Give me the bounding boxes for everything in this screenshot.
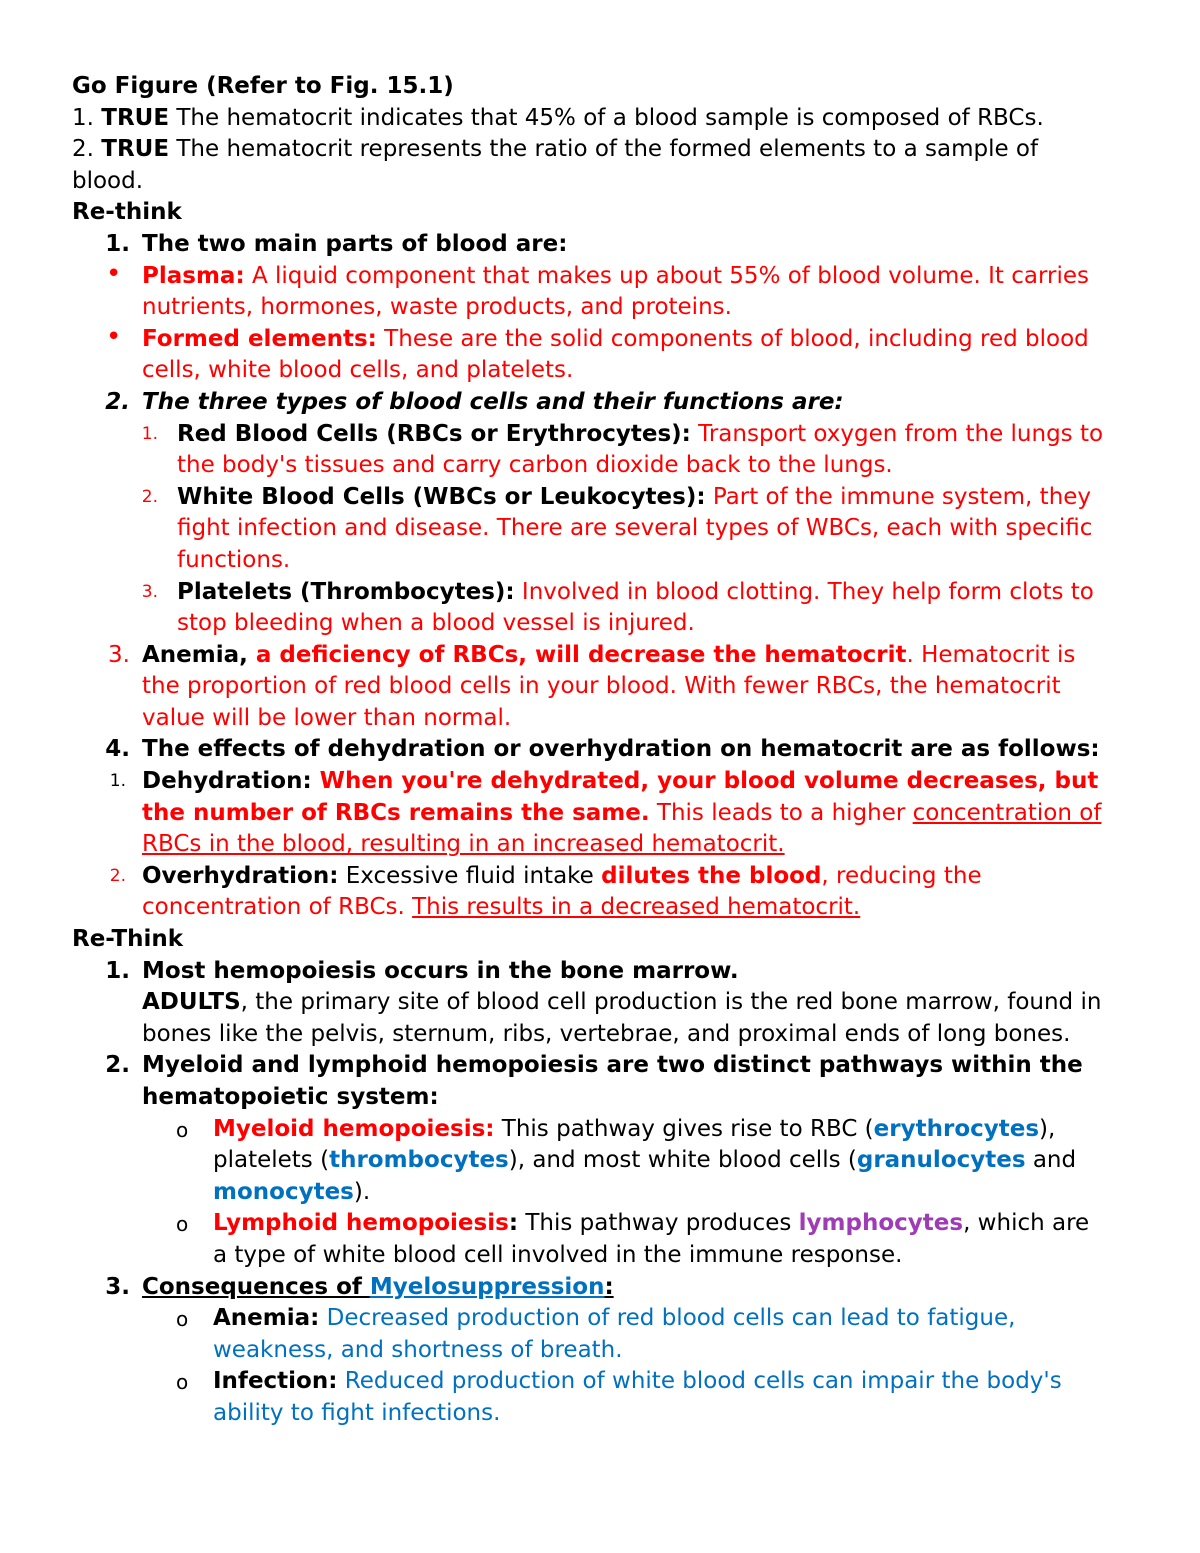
- item-text: The hematocrit represents the ratio of the formed elements to a sample of: [169, 136, 1039, 163]
- platelets-text: Involved in blood clotting. They help form clots to: [514, 578, 1094, 605]
- question-4: [72, 734, 1142, 766]
- lymphocytes-term: lymphocytes: [798, 1210, 964, 1237]
- hemopoiesis-question-3: [72, 1272, 1142, 1304]
- circle-bullet-icon: o: [176, 1370, 189, 1395]
- dehydration-statement: When you're dehydrated, your blood volume decreases, but: [311, 768, 1099, 795]
- dehydration-label: Dehydration:: [142, 768, 312, 795]
- anemia-label: Anemia,: [142, 641, 248, 668]
- adults-text: [72, 987, 1142, 1019]
- question-number: 2.: [105, 1052, 130, 1079]
- myeloid-item-cont-2: [72, 1177, 1142, 1209]
- list-number: 1.: [141, 423, 158, 444]
- rbc-item-cont: the body's tissues and carry carbon dioxide back to the lungs.: [177, 452, 893, 479]
- dehydration-statement-cont: the number of RBCs remains the same.: [142, 799, 650, 826]
- anemia-consequence: [72, 1303, 1142, 1335]
- question-title: Most hemopoiesis occurs in the bone marrow.: [142, 957, 739, 984]
- platelets-label: Platelets (Thrombocytes):: [177, 578, 515, 605]
- anemia-statement: a deficiency of RBCs, will decrease the hematocrit: [247, 641, 907, 668]
- myeloid-item-cont: [72, 1145, 1142, 1177]
- plasma-label: Plasma:: [142, 262, 245, 289]
- question-title: The effects of dehydration or overhydration on hematocrit are as follows:: [142, 736, 1100, 763]
- adults-body: , the primary site of blood cell production is the red bone marrow, found in: [240, 989, 1102, 1016]
- anemia-consequence-label: Anemia:: [213, 1305, 320, 1332]
- infection-consequence-cont: ability to fight infections.: [213, 1399, 501, 1426]
- dehydration-item-cont: [72, 798, 1142, 830]
- overhydration-item: [72, 861, 1142, 893]
- go-figure-item-1: [72, 103, 1142, 135]
- overhydration-red-cont: concentration of RBCs.: [142, 894, 413, 921]
- question-title: The two main parts of blood are:: [142, 230, 568, 257]
- wbc-item-cont: fight infection and disease. There are several types of WBCs, each with specific: [177, 515, 1093, 542]
- dilutes-blood: dilutes the blood: [601, 862, 822, 889]
- circle-bullet-icon: o: [176, 1307, 189, 1332]
- thrombocytes-term: thrombocytes: [329, 1147, 509, 1174]
- wbc-text: Part of the immune system, they: [705, 483, 1092, 510]
- anemia-text: . Hematocrit is: [906, 641, 1076, 668]
- overhydration-underlined: This results in a decreased hematocrit.: [412, 894, 861, 921]
- question-number: 1.: [105, 957, 130, 984]
- rbc-item: [72, 419, 1142, 451]
- myeloid-text: and: [1025, 1147, 1077, 1174]
- disc-bullet-icon: •: [106, 321, 122, 352]
- dehydration-item-cont-2: RBCs in the blood, resulting in an increased hematocrit.: [142, 831, 785, 858]
- lymphoid-item: [72, 1208, 1142, 1240]
- plasma-item-cont: nutrients, hormones, waste products, and proteins.: [142, 294, 732, 321]
- overhydration-text: Excessive fluid intake: [338, 862, 602, 889]
- platelets-item-cont: stop bleeding when a blood vessel is injured.: [177, 610, 695, 637]
- circle-bullet-icon: o: [176, 1117, 189, 1142]
- formed-text: These are the solid components of blood, including red blood: [376, 325, 1089, 352]
- anemia-consequence-text: Decreased production of red blood cells can lead to fatigue,: [319, 1305, 1016, 1332]
- question-3-cont: the proportion of red blood cells in your blood. With fewer RBCs, the hematocrit: [142, 673, 1061, 700]
- go-figure-item-2-cont: blood.: [72, 167, 144, 194]
- rethink-2-heading: Re-Think: [72, 926, 184, 953]
- question-number: 1.: [105, 230, 130, 257]
- question-2: [72, 387, 1142, 419]
- list-number: 3.: [141, 581, 158, 602]
- myeloid-text: ), and most white blood cells (: [508, 1147, 857, 1174]
- dehydration-text: This leads to a higher: [649, 799, 913, 826]
- document-body: [72, 71, 1142, 1430]
- list-number: 1.: [109, 771, 126, 792]
- myeloid-text: ).: [353, 1178, 371, 1205]
- erythrocytes-term: erythrocytes: [873, 1115, 1040, 1142]
- question-3: [72, 640, 1142, 672]
- list-number: 2.: [109, 865, 126, 886]
- myeloid-label: Myeloid hemopoiesis:: [213, 1115, 495, 1142]
- lymphoid-item-cont: a type of white blood cell involved in the immune response.: [213, 1241, 903, 1268]
- question-number: 3.: [108, 641, 130, 668]
- hemopoiesis-question-2: [72, 1050, 1142, 1082]
- lymphoid-label: Lymphoid hemopoiesis: [213, 1210, 509, 1237]
- lymphoid-text: , which are: [963, 1210, 1090, 1237]
- question-3-cont-2: value will be lower than normal.: [142, 704, 512, 731]
- lymphoid-text: This pathway produces: [518, 1210, 799, 1237]
- plasma-item: [72, 258, 1142, 293]
- question-title: Consequences of: [142, 1273, 370, 1300]
- formed-label: Formed elements:: [142, 325, 377, 352]
- infection-label: Infection:: [213, 1368, 338, 1395]
- question-number: 4.: [105, 736, 130, 763]
- question-1: [72, 229, 1142, 261]
- go-figure-item-2: [72, 134, 1142, 166]
- question-title: The three types of blood cells and their functions are:: [142, 388, 844, 415]
- infection-text: Reduced production of white blood cells can impair the body's: [337, 1368, 1062, 1395]
- disc-bullet-icon: •: [106, 258, 122, 289]
- myeloid-text: ),: [1039, 1115, 1056, 1142]
- rethink-heading: Re-think: [72, 199, 182, 226]
- go-figure-heading: Go Figure (Refer to Fig. 15.1): [72, 73, 454, 99]
- item-number: 1.: [72, 104, 94, 131]
- item-text: The hematocrit indicates that 45% of a blood sample is composed of RBCs.: [169, 104, 1044, 131]
- question-title: Myeloid and lymphoid hemopoiesis are two distinct pathways within the: [142, 1052, 1083, 1079]
- rbc-text: Transport oxygen from the lungs to: [690, 420, 1104, 447]
- list-number: 2.: [141, 486, 158, 507]
- wbc-item: [72, 482, 1142, 514]
- plasma-text: A liquid component that makes up about 55% of blood volume. It carries: [244, 262, 1089, 289]
- myeloid-text: This pathway gives rise to RBC (: [494, 1115, 874, 1142]
- item-number: 2.: [72, 136, 94, 163]
- question-number: 2.: [105, 388, 130, 415]
- platelets-item: [72, 577, 1142, 609]
- overhydration-item-cont: [72, 892, 1142, 924]
- true-label: TRUE: [101, 104, 170, 131]
- dehydration-item: [72, 766, 1142, 798]
- wbc-item-cont-2: functions.: [177, 546, 291, 573]
- dehydration-underlined: concentration of: [912, 799, 1102, 826]
- true-label: TRUE: [101, 136, 170, 163]
- anemia-consequence-cont: weakness, and shortness of breath.: [213, 1336, 623, 1363]
- granulocytes-term: granulocytes: [856, 1147, 1026, 1174]
- formed-elements-item: [72, 321, 1142, 356]
- question-title-colon: :: [604, 1273, 614, 1300]
- monocytes-term: monocytes: [213, 1178, 354, 1205]
- myelosuppression-link[interactable]: Myelosuppression: [369, 1273, 605, 1300]
- lymphoid-colon: :: [508, 1210, 519, 1237]
- question-number: 3.: [105, 1273, 130, 1300]
- wbc-label: White Blood Cells (WBCs or Leukocytes):: [177, 483, 706, 510]
- circle-bullet-icon: o: [176, 1212, 189, 1237]
- adults-text-cont: bones like the pelvis, sternum, ribs, vertebrae, and proximal ends of long bones.: [142, 1020, 1071, 1047]
- rbc-label: Red Blood Cells (RBCs or Erythrocytes):: [177, 420, 691, 447]
- myeloid-item: [72, 1114, 1142, 1146]
- hemopoiesis-question-1: [72, 956, 1142, 988]
- formed-elements-cont: cells, white blood cells, and platelets.: [142, 357, 574, 384]
- infection-consequence: [72, 1366, 1142, 1398]
- adults-label: ADULTS: [142, 989, 241, 1016]
- hemopoiesis-question-2-cont: hematopoietic system:: [142, 1084, 439, 1110]
- overhydration-label: Overhydration:: [142, 862, 339, 889]
- overhydration-red-text: , reducing the: [821, 862, 982, 889]
- myeloid-text: platelets (: [213, 1147, 330, 1174]
